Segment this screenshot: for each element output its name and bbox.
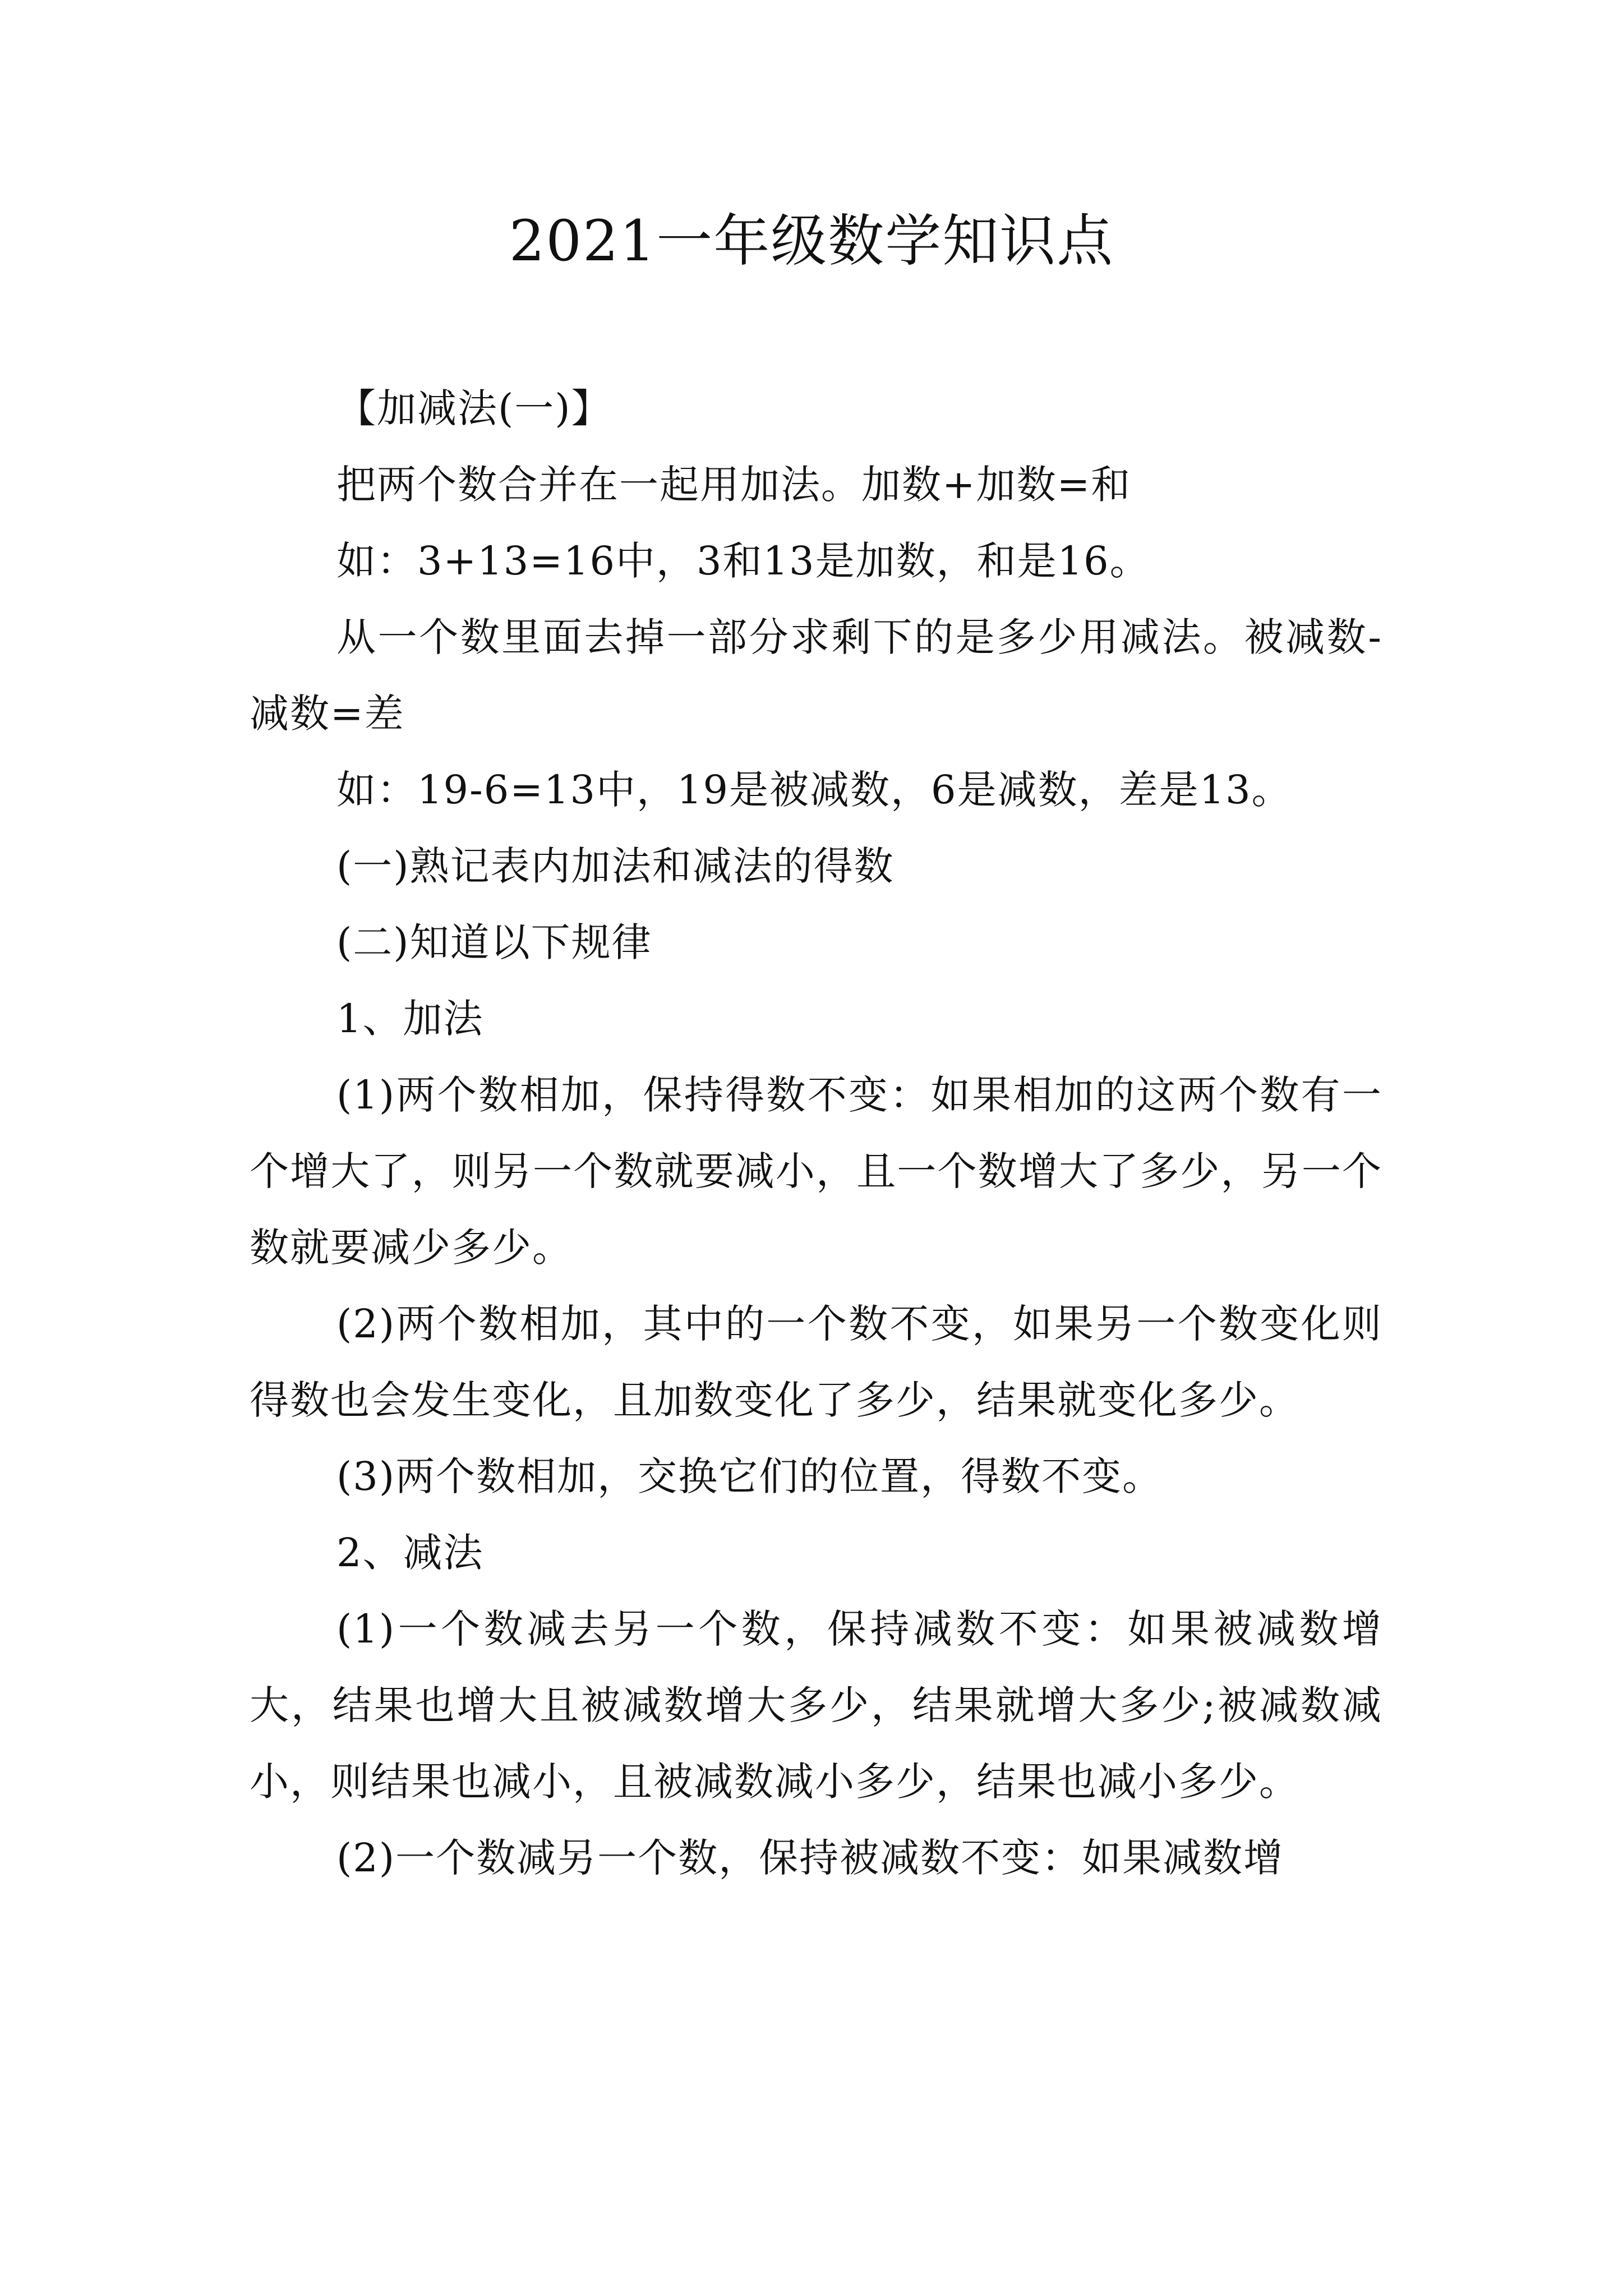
subsection-heading: 2、减法 xyxy=(336,1530,484,1576)
paragraph: (二)知道以下规律 xyxy=(336,919,652,965)
paragraph: 从一个数里面去掉一部分求剩下的是多少用减法。被减数-减数=差 xyxy=(250,614,1382,737)
paragraph: (3)两个数相加，交换它们的位置，得数不变。 xyxy=(336,1453,1163,1499)
section-heading: 【加减法(一)】 xyxy=(336,385,612,431)
paragraph: 把两个数合并在一起用加法。加数+加数=和 xyxy=(336,462,1132,508)
document-body xyxy=(250,370,1382,1896)
paragraph: (1)两个数相加，保持得数不变：如果相加的这两个数有一个增大了，则另一个数就要减小，且一个数增大了多少，另一个数就要减少多少。 xyxy=(250,1072,1382,1271)
paragraph: (2)两个数相加，其中的一个数不变，如果另一个数变化则得数也会发生变化，且加数变化了多少，结果就变化多少。 xyxy=(250,1301,1382,1423)
paragraph: (1)一个数减去另一个数，保持减数不变：如果被减数增大，结果也增大且被减数增大多少，结果就增大多少;被减数减小，则结果也减小，且被减数减小多少，结果也减小多少。 xyxy=(250,1606,1382,1805)
paragraph: (2)一个数减另一个数，保持被减数不变：如果减数增 xyxy=(336,1835,1284,1881)
page-title: 2021一年级数学知识点 xyxy=(509,208,1114,274)
subsection-heading: 1、加法 xyxy=(336,996,484,1042)
paragraph: 如：19-6=13中，19是被减数，6是减数，差是13。 xyxy=(336,767,1292,813)
paragraph: 如：3+13=16中，3和13是加数，和是16。 xyxy=(336,538,1150,584)
paragraph: (一)熟记表内加法和减法的得数 xyxy=(336,843,895,889)
